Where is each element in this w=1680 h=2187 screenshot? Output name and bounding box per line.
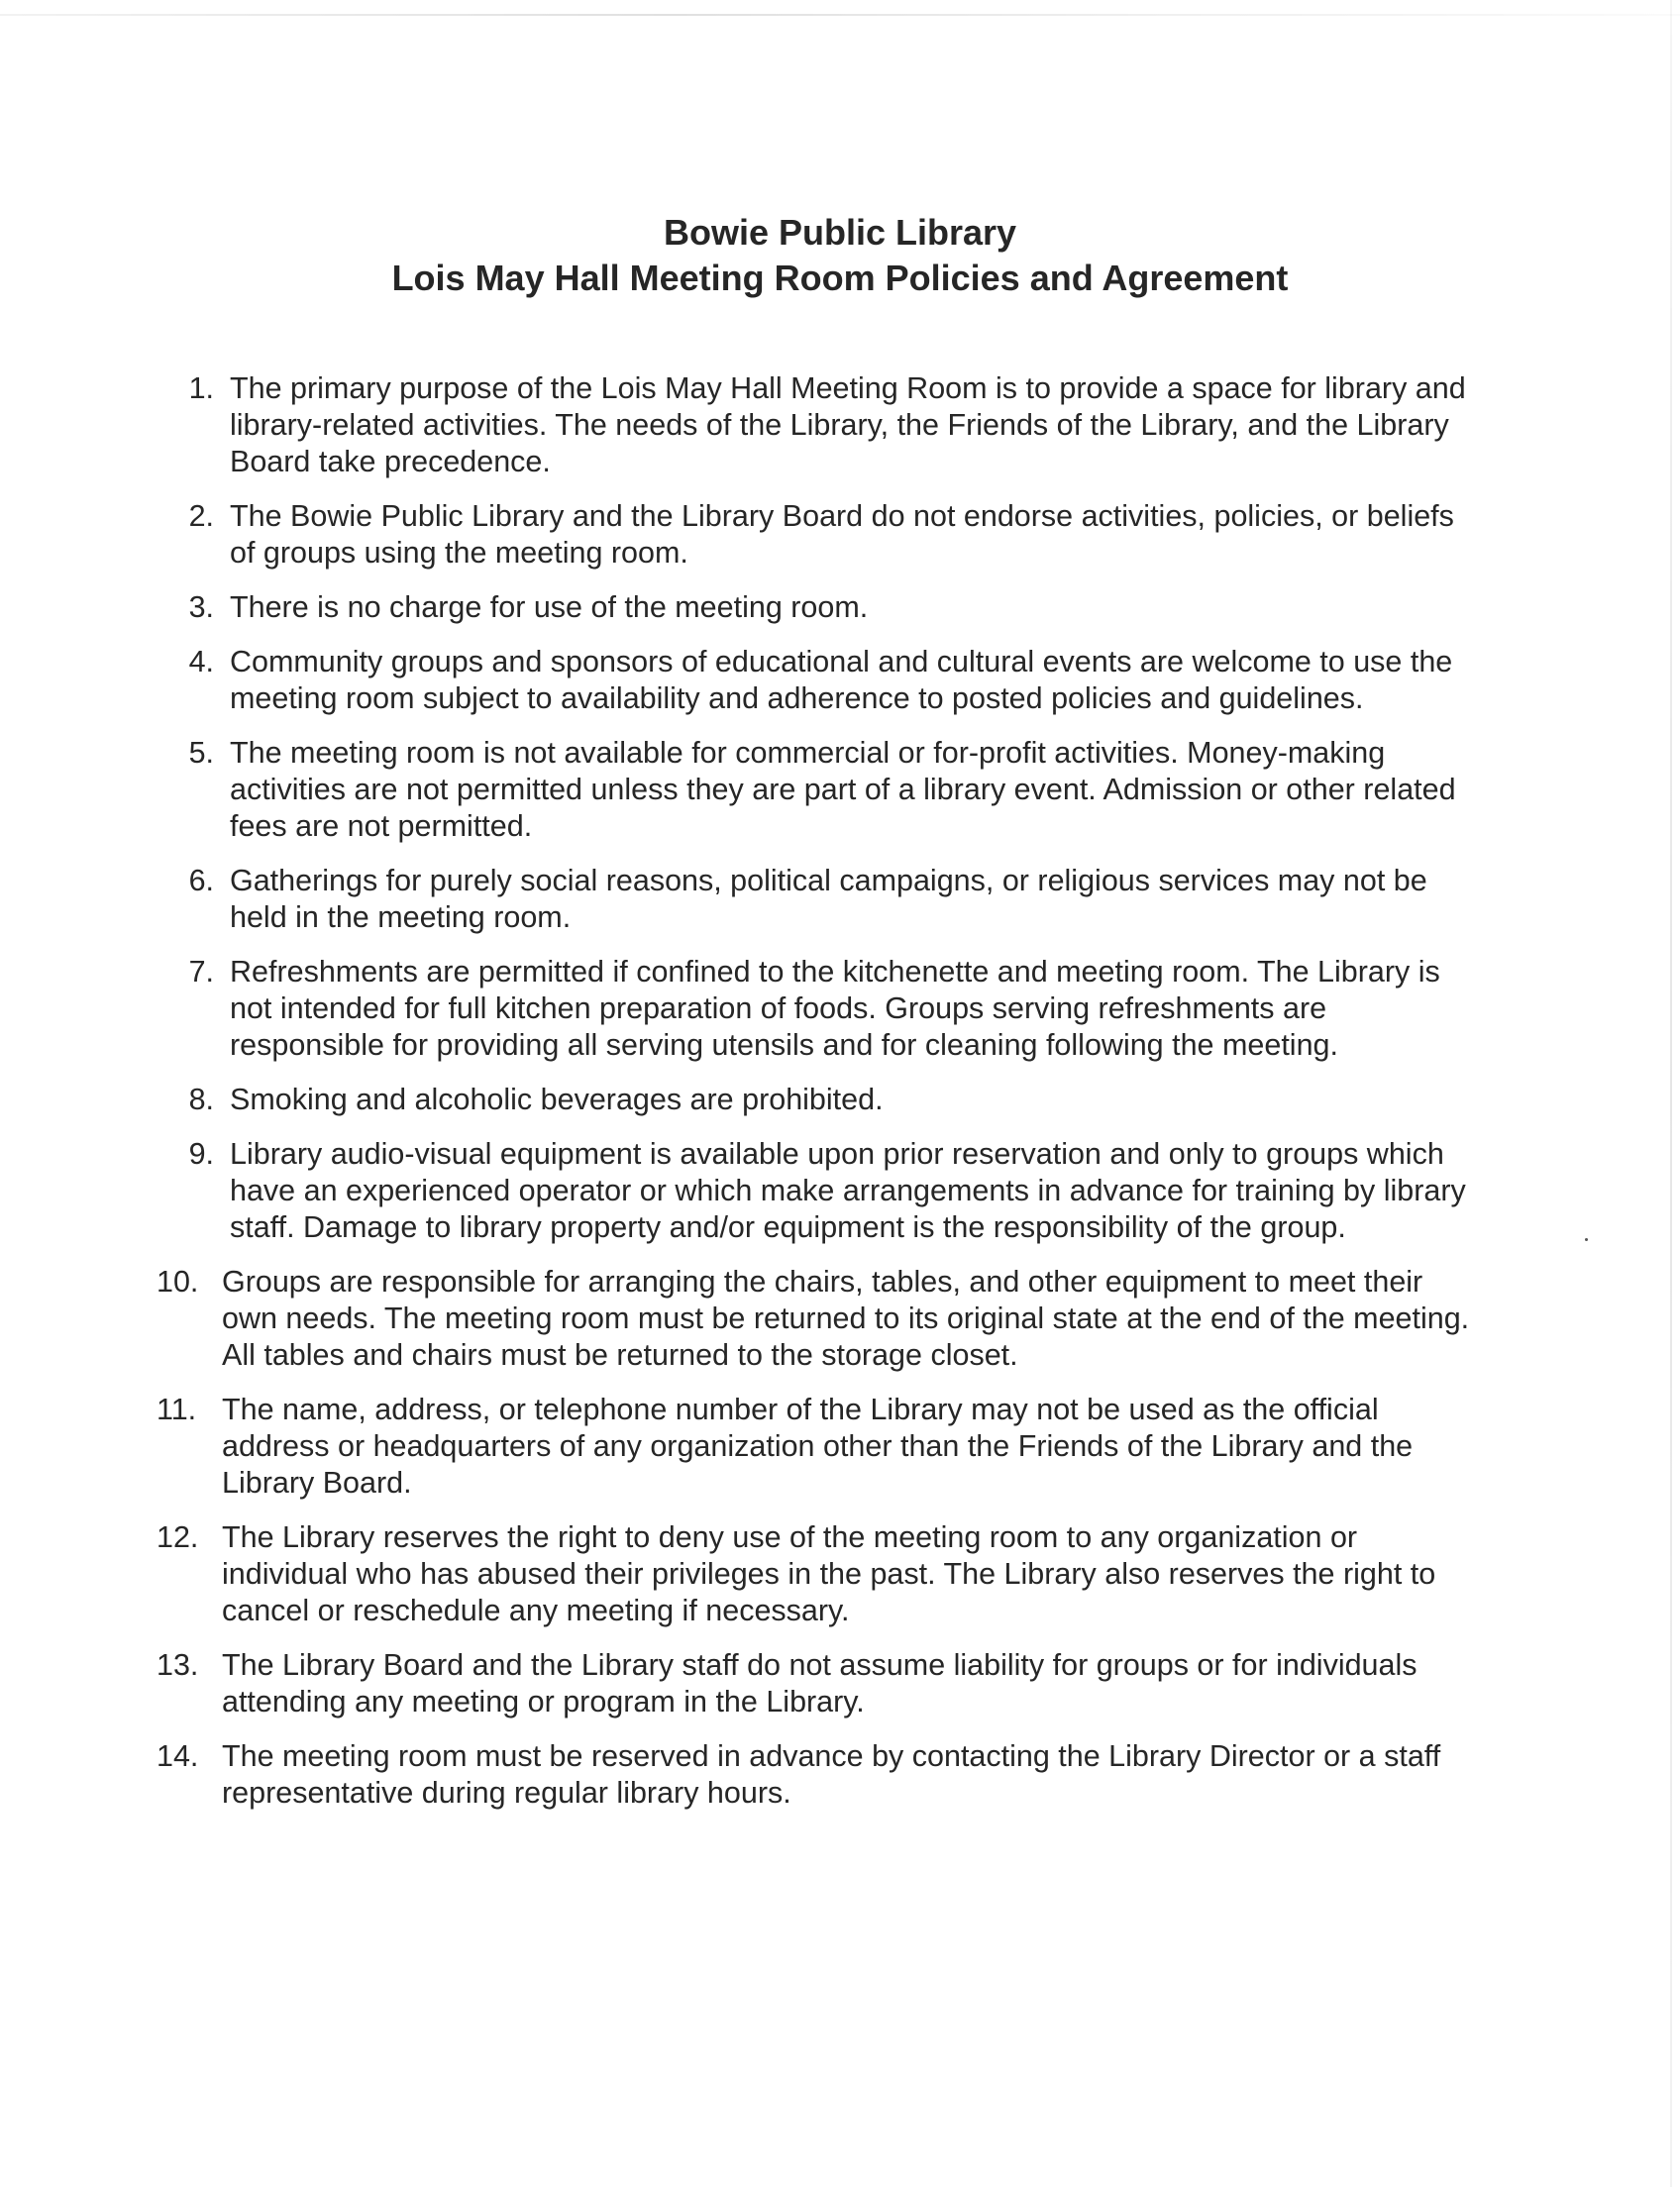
policy-text: There is no charge for use of the meeting room.	[230, 590, 869, 624]
policy-number: 8.	[188, 1083, 214, 1116]
policy-item-10	[158, 1264, 1486, 1374]
policy-text: The Library reserves the right to deny use of the meeting room to any organization or individual who has abused their privileges in the past. The Library also reserves the right to cancel or reschedule any meeting if necessary.	[222, 1520, 1436, 1627]
document-title: Lois May Hall Meeting Room Policies and Agreement	[391, 258, 1289, 298]
library-name: Bowie Public Library	[663, 212, 1017, 253]
policy-number: 7.	[188, 955, 214, 989]
policy-number: 11.	[157, 1393, 197, 1426]
policy-item-3	[158, 589, 1486, 626]
policy-number: 2.	[188, 499, 214, 533]
policy-item-14	[158, 1738, 1486, 1812]
policy-item-1	[158, 370, 1486, 480]
policy-text: The Bowie Public Library and the Library Board do not endorse activities, policies, or beliefs of groups using the meeting room.	[230, 499, 1454, 570]
policy-item-11	[158, 1392, 1486, 1502]
policy-number: 1.	[188, 371, 214, 405]
policy-number: 3.	[188, 590, 214, 624]
policy-number: 14.	[157, 1739, 199, 1773]
policy-text: The meeting room is not available for commercial or for-profit activities. Money-making activities are not permitted unless they are part of a library event. Admission or other related fees are not permitted.	[230, 736, 1456, 843]
policy-item-2	[158, 498, 1486, 572]
policy-item-13	[158, 1647, 1486, 1720]
policy-text: Smoking and alcoholic beverages are prohibited.	[230, 1083, 884, 1116]
policy-text: Refreshments are permitted if confined to the kitchenette and meeting room. The Library is not intended for full kitchen preparation of foods. Groups serving refreshments are responsible for providing all serving utensils and for cleaning following the meeting.	[230, 955, 1440, 1062]
policy-text: Community groups and sponsors of educational and cultural events are welcome to use the meeting room subject to availability and adherence to posted policies and guidelines.	[230, 645, 1453, 715]
policy-number: 5.	[188, 736, 214, 770]
policy-item-8	[158, 1082, 1486, 1118]
policy-text: The meeting room must be reserved in advance by contacting the Library Director or a staff representative during regular library hours.	[222, 1739, 1441, 1810]
scan-speck	[1585, 1238, 1588, 1241]
policy-number: 4.	[188, 645, 214, 678]
policy-item-12	[158, 1519, 1486, 1629]
scan-edge-right	[1670, 0, 1672, 2187]
policy-text: The primary purpose of the Lois May Hall Meeting Room is to provide a space for library and library-related activities. The needs of the Library, the Friends of the Library, and the Library Board take precedence.	[230, 371, 1466, 478]
policy-number: 6.	[188, 864, 214, 897]
policy-list	[158, 370, 1486, 1829]
policy-text: The name, address, or telephone number of the Library may not be used as the official address or headquarters of any organization other than the Friends of the Library and the Library Board.	[222, 1393, 1414, 1500]
policy-item-5	[158, 735, 1486, 845]
policy-text: Groups are responsible for arranging the chairs, tables, and other equipment to meet their own needs. The meeting room must be returned to its original state at the end of the meeting. All tables and chairs must be returned to the storage closet.	[222, 1265, 1470, 1372]
policy-number: 10.	[157, 1265, 199, 1299]
policy-item-7	[158, 954, 1486, 1064]
scan-edge-top	[0, 14, 1680, 16]
policy-text: Gatherings for purely social reasons, political campaigns, or religious services may not be held in the meeting room.	[230, 864, 1427, 934]
policy-number: 12.	[157, 1520, 199, 1554]
policy-item-6	[158, 863, 1486, 936]
policy-item-9	[158, 1136, 1486, 1246]
policy-text: The Library Board and the Library staff do not assume liability for groups or for individuals attending any meeting or program in the Library.	[222, 1648, 1418, 1718]
policy-number: 13.	[157, 1648, 199, 1682]
document-header	[0, 210, 1680, 301]
policy-item-4	[158, 644, 1486, 717]
policy-text: Library audio-visual equipment is available upon prior reservation and only to groups which have an experienced operator or which make arrangements in advance for training by library staff. Damage to library property and/or equipment is the responsibility of the group.	[230, 1137, 1466, 1244]
policy-number: 9.	[188, 1137, 214, 1171]
